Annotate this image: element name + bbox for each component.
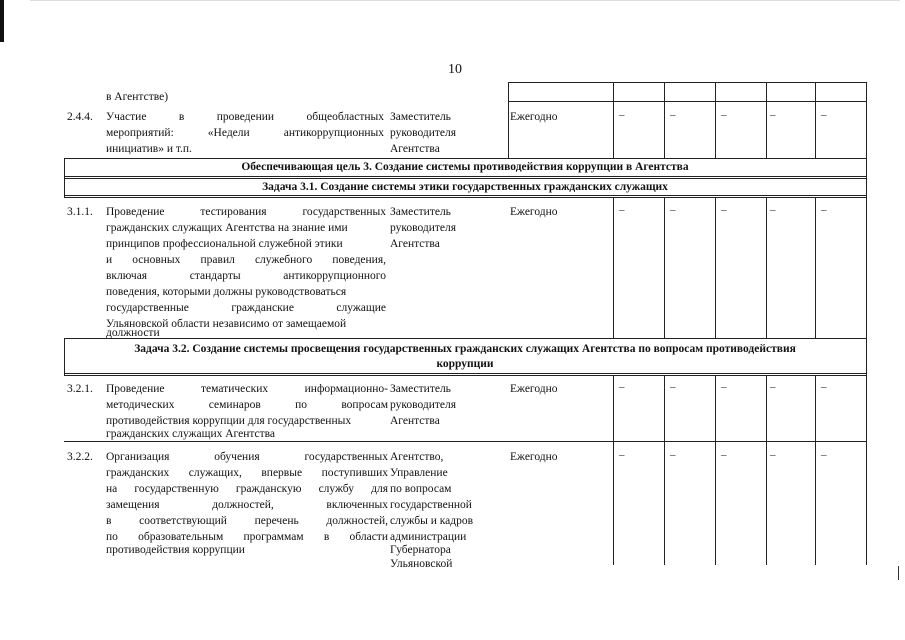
row-description-line: по образовательным программам в области xyxy=(106,531,388,543)
row-description-line: Организация обучения государственных xyxy=(106,451,388,463)
row-responsible-line: Ульяновской xyxy=(390,558,453,570)
grid-top-border xyxy=(508,82,866,83)
grid-col xyxy=(664,82,665,159)
grid-col xyxy=(866,197,867,376)
grid-col xyxy=(613,82,614,159)
row-description-line: Проведение тематических информационно- xyxy=(106,383,388,395)
row-responsible-line: государственной xyxy=(390,499,472,511)
row-responsible-line: Управление xyxy=(390,467,448,479)
row-description-line: включая стандарты антикоррупционного xyxy=(106,270,386,282)
row-responsible-line: Заместитель xyxy=(390,206,451,218)
row-description-line: противодействия коррупции для государственных xyxy=(106,415,352,427)
cell-dash: – xyxy=(721,381,727,393)
row-description-line: Ульяновской области независимо от замещаемой xyxy=(106,318,347,330)
row-description-line: в соответствующий перечень должностей, xyxy=(106,515,388,527)
row-responsible-line: службы и кадров xyxy=(390,515,474,527)
cell-dash: – xyxy=(821,109,827,121)
row-description-line: на государственную гражданскую службу для xyxy=(106,483,388,495)
row-responsible-line: Заместитель xyxy=(390,111,451,123)
page-number: 10 xyxy=(448,62,462,77)
row-description-line: инициатив» и т.п. xyxy=(106,143,192,155)
row-description-line: методических семинаров по вопросам xyxy=(106,399,388,411)
cell-dash: – xyxy=(770,204,776,216)
cell-dash: – xyxy=(721,449,727,461)
grid-col xyxy=(715,197,716,339)
row-responsible-line: руководителя xyxy=(390,399,457,411)
grid-col xyxy=(866,375,867,565)
cell-dash: – xyxy=(670,109,676,121)
row-description-line: гражданских служащих Агентства на знание ими xyxy=(106,222,348,234)
row-number: 2.4.4. xyxy=(67,111,93,123)
goal-header: Обеспечивающая цель 3. Создание системы противодействия коррупции в Агентства xyxy=(241,161,689,173)
row-responsible-line: Заместитель xyxy=(390,383,451,395)
row-responsible-line: администрации xyxy=(390,531,467,543)
grid-col xyxy=(866,82,867,159)
scan-edge-mark xyxy=(0,0,4,42)
task-header-line: Задача 3.2. Создание системы просвещения государственных гражданских служащих Агентства по вопросам противодействия xyxy=(134,343,796,355)
grid-col xyxy=(766,197,767,339)
row-number: 3.2.2. xyxy=(67,451,93,463)
row-number: 3.2.1. xyxy=(67,383,93,395)
grid-col xyxy=(715,82,716,159)
row-description-line: противодействия коррупции xyxy=(106,544,245,556)
row-term: Ежегодно xyxy=(510,451,558,463)
grid-col xyxy=(664,197,665,339)
cell-dash: – xyxy=(721,204,727,216)
row-description-line: Проведение тестирования государственных xyxy=(106,206,386,218)
row-responsible-line: руководителя xyxy=(390,222,457,234)
row-term: Ежегодно xyxy=(510,111,558,123)
grid-col xyxy=(613,197,614,339)
continuation-text: в Агентстве) xyxy=(106,91,169,103)
grid-col xyxy=(508,82,509,159)
cell-dash: – xyxy=(721,109,727,121)
row-responsible-line: Агентства xyxy=(390,143,440,155)
grid-line xyxy=(64,197,866,198)
row-responsible-line: Агентство, xyxy=(390,451,444,463)
row-description-line: Участие в проведении общеобластных xyxy=(106,111,384,123)
grid-col xyxy=(766,375,767,565)
row-responsible-line: Агентства xyxy=(390,238,440,250)
grid-col xyxy=(815,82,816,159)
row-responsible-line: Агентства xyxy=(390,415,440,427)
grid-line xyxy=(64,373,866,374)
row-description-line: государственные гражданские служащие xyxy=(106,302,386,314)
scan-edge-mark xyxy=(898,566,899,580)
row-description-line: мероприятий: «Недели антикоррупционных xyxy=(106,127,384,139)
task-header: Задача 3.1. Создание системы этики государственных гражданских служащих xyxy=(262,181,668,193)
cell-dash: – xyxy=(670,449,676,461)
cell-dash: – xyxy=(770,381,776,393)
row-description-line: принципов профессиональной служебной этики xyxy=(106,238,343,250)
cell-dash: – xyxy=(821,204,827,216)
grid-col xyxy=(664,375,665,565)
grid-col xyxy=(766,82,767,159)
grid-line xyxy=(508,101,866,102)
row-description-line: гражданских служащих, впервые поступивших xyxy=(106,467,388,479)
row-responsible-line: руководителя xyxy=(390,127,457,139)
grid-line xyxy=(64,195,866,196)
row-responsible-line: Губернатора xyxy=(390,544,451,556)
cell-dash: – xyxy=(770,449,776,461)
grid-line xyxy=(64,176,866,177)
row-description-line: и основных правил служебного поведения, xyxy=(106,254,386,266)
grid-line xyxy=(64,338,866,339)
grid-line xyxy=(64,375,866,376)
row-number: 3.1.1. xyxy=(67,206,93,218)
row-description-line: поведения, которыми должны руководствоваться xyxy=(106,286,347,298)
cell-dash: – xyxy=(619,449,625,461)
row-description-line: гражданских служащих Агентства xyxy=(106,428,276,440)
row-description-line: должности xyxy=(106,327,160,339)
scan-top-line xyxy=(30,0,900,1)
row-description-line: замещения должностей, включенных xyxy=(106,499,388,511)
grid-col xyxy=(613,375,614,565)
grid-col xyxy=(815,197,816,339)
grid-col xyxy=(815,375,816,565)
cell-dash: – xyxy=(619,109,625,121)
cell-dash: – xyxy=(619,204,625,216)
grid-right-border xyxy=(866,158,867,198)
cell-dash: – xyxy=(670,381,676,393)
row-term: Ежегодно xyxy=(510,206,558,218)
cell-dash: – xyxy=(821,449,827,461)
task-header-line: коррупции xyxy=(436,358,494,370)
row-responsible-line: по вопросам xyxy=(390,483,452,495)
grid-col xyxy=(715,375,716,565)
cell-dash: – xyxy=(619,381,625,393)
cell-dash: – xyxy=(770,109,776,121)
cell-dash: – xyxy=(670,204,676,216)
row-term: Ежегодно xyxy=(510,383,558,395)
cell-dash: – xyxy=(821,381,827,393)
